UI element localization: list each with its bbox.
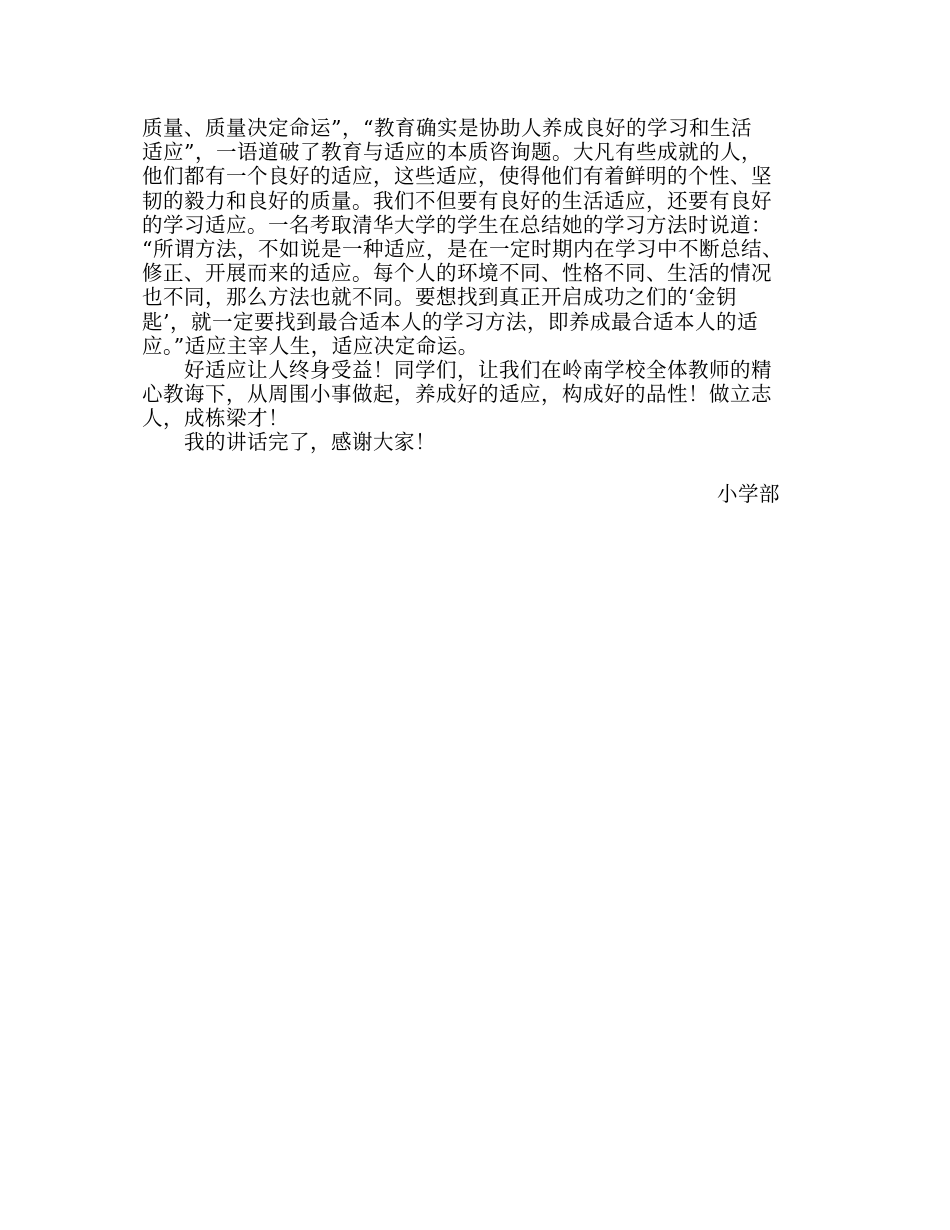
body-line: 心教诲下，从周围小事做起，养成好的适应，构成好的品性！做立志	[142, 382, 772, 407]
body-line: 人，成栋梁才！	[142, 406, 289, 431]
speech-body	[142, 116, 842, 455]
signature: 小学部	[717, 482, 780, 506]
body-line: 适应”，一语道破了教育与适应的本质咨询题。大凡有些成就的人，	[142, 140, 762, 165]
body-line: 韧的毅力和良好的质量。我们不但要有良好的生活适应，还要有良好	[142, 188, 772, 213]
body-line: “所谓方法，不如说是一种适应，是在一定时期内在学习中不断总结、	[142, 236, 783, 261]
body-line: 他们都有一个良好的适应，这些适应，使得他们有着鲜明的个性、坚	[142, 164, 772, 189]
body-line: 修正、开展而来的适应。每个人的环境不同、性格不同、生活的情况	[142, 261, 772, 286]
body-line: 应。”适应主宰人生，适应决定命运。	[142, 333, 479, 358]
body-line: 也不同，那么方法也就不同。要想找到真正开启成功之们的‘金钥	[142, 285, 738, 310]
body-line: 匙’，就一定要找到最合适本人的学习方法，即养成最合适本人的适	[142, 309, 759, 334]
body-line: 好适应让人终身受益！同学们，让我们在岭南学校全体教师的精	[142, 357, 772, 382]
body-line: 我的讲话完了，感谢大家！	[142, 430, 436, 455]
body-line: 质量、质量决定命运”，“教育确实是协助人养成良好的学习和生活	[142, 116, 752, 140]
body-line: 的学习适应。一名考取清华大学的学生在总结她的学习方法时说道：	[142, 212, 772, 237]
